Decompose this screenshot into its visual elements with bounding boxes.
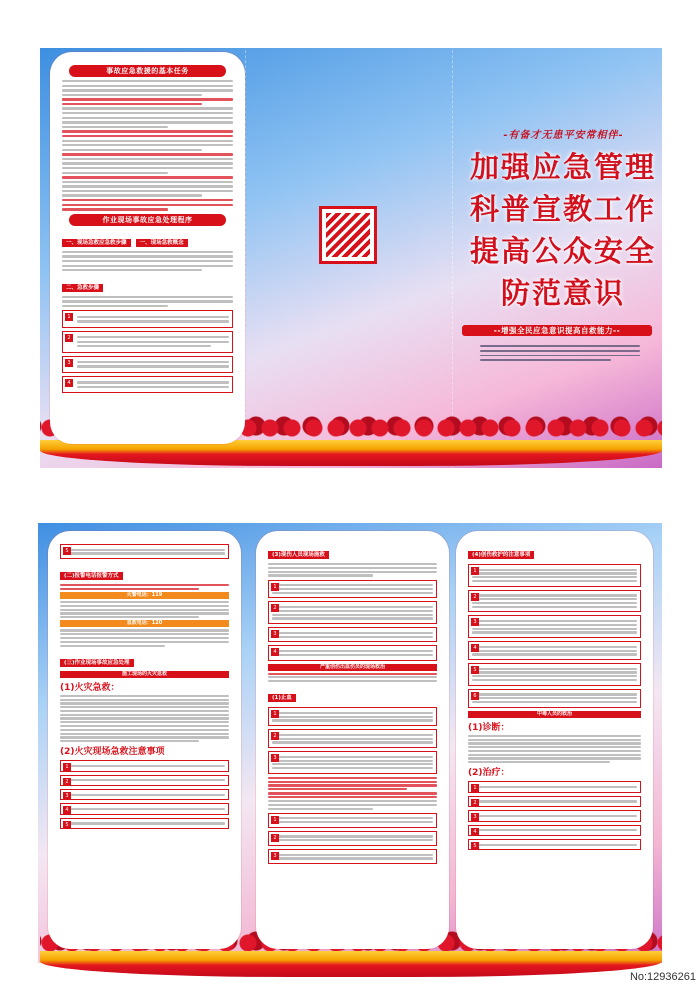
step-box: 1 xyxy=(62,310,233,327)
step-box: 2 xyxy=(468,590,641,613)
topic-heading: (1)诊断： xyxy=(468,722,510,733)
step-box: 2 xyxy=(268,729,437,748)
phone-label: 急救电话：120 xyxy=(60,620,229,627)
step-box: 4 xyxy=(468,825,641,836)
inside-panel-middle xyxy=(256,531,449,949)
section-subtitle: (1)止血 xyxy=(268,694,296,702)
topic-heading: (1)火灾急救： xyxy=(60,682,120,693)
section-header: 严重创伤出血伤员的现场救治 xyxy=(268,664,437,671)
cover-small-text xyxy=(480,342,640,364)
front-sheet xyxy=(0,0,700,490)
section-subtitle: 一、现场急救应急救步骤 xyxy=(62,239,131,247)
step-box: 3 xyxy=(268,849,437,864)
step-box: 1 xyxy=(468,781,641,792)
step-tag: 二、急救步骤 xyxy=(62,284,103,292)
step-box: 6 xyxy=(468,689,641,708)
step-tag: 一、现场急救概念 xyxy=(136,239,188,247)
step-box: 5 xyxy=(60,544,229,559)
inside-panel-left xyxy=(48,531,241,949)
topic-heading: (2)治疗： xyxy=(468,768,510,779)
ribbon-wave xyxy=(40,951,662,977)
section-header: 中毒人员的救治 xyxy=(468,711,641,718)
cover-slogan: -有备才无患平安常相伴- xyxy=(503,130,624,141)
cover-subtitle: --增强全民应急意识提高自救能力-- xyxy=(462,325,652,336)
step-box: 3 xyxy=(268,627,437,642)
step-box: 2 xyxy=(468,796,641,807)
step-box: 1 xyxy=(268,813,437,828)
step-box: 1 xyxy=(468,564,641,587)
step-box: 4 xyxy=(62,376,233,393)
step-box: 2 xyxy=(60,775,229,786)
step-box: 3 xyxy=(268,751,437,774)
section-title: 事故应急救援的基本任务 xyxy=(69,65,226,77)
section-title: 作业现场事故应急处理程序 xyxy=(69,214,226,226)
section-header: 施工现场的火灾急救 xyxy=(60,671,229,678)
step-box: 1 xyxy=(60,760,229,771)
step-box: 4 xyxy=(268,645,437,660)
front-text-panel xyxy=(50,52,245,444)
image-id-watermark: No:12936261 xyxy=(629,971,696,983)
step-box: 4 xyxy=(468,641,641,660)
inside-panel-right xyxy=(456,531,653,949)
step-box: 4 xyxy=(60,803,229,814)
step-box: 2 xyxy=(268,831,437,846)
step-box: 3 xyxy=(60,789,229,800)
back-sheet xyxy=(0,493,700,985)
section-subtitle: (二)报警电话报警方式 xyxy=(60,572,123,580)
phone-label: 火警电话：119 xyxy=(60,592,229,599)
step-box: 1 xyxy=(268,707,437,726)
step-box: 3 xyxy=(62,356,233,373)
section-subtitle: (3)现伤人员现场施救 xyxy=(268,551,329,559)
section-subtitle: (4)创伤救护的注意事项 xyxy=(468,551,534,559)
title-line: 加强应急管理 xyxy=(469,150,656,184)
step-box: 3 xyxy=(468,615,641,638)
title-line: 防范意识 xyxy=(500,276,625,310)
step-box: 5 xyxy=(468,663,641,686)
step-box: 3 xyxy=(468,810,641,821)
logo-placeholder xyxy=(319,206,377,264)
title-line: 科普宣教工作 xyxy=(469,192,656,226)
section-subtitle: (三)作业现场事故应急处理 xyxy=(60,659,134,667)
step-box: 1 xyxy=(268,580,437,599)
step-box: 5 xyxy=(60,818,229,829)
step-box: 2 xyxy=(268,601,437,624)
topic-heading: (2)火灾现场急救注意事项 xyxy=(60,747,165,758)
step-box: 2 xyxy=(62,331,233,353)
step-box: 5 xyxy=(468,839,641,850)
title-line: 提高公众安全 xyxy=(469,234,656,268)
cover-title xyxy=(448,146,678,314)
